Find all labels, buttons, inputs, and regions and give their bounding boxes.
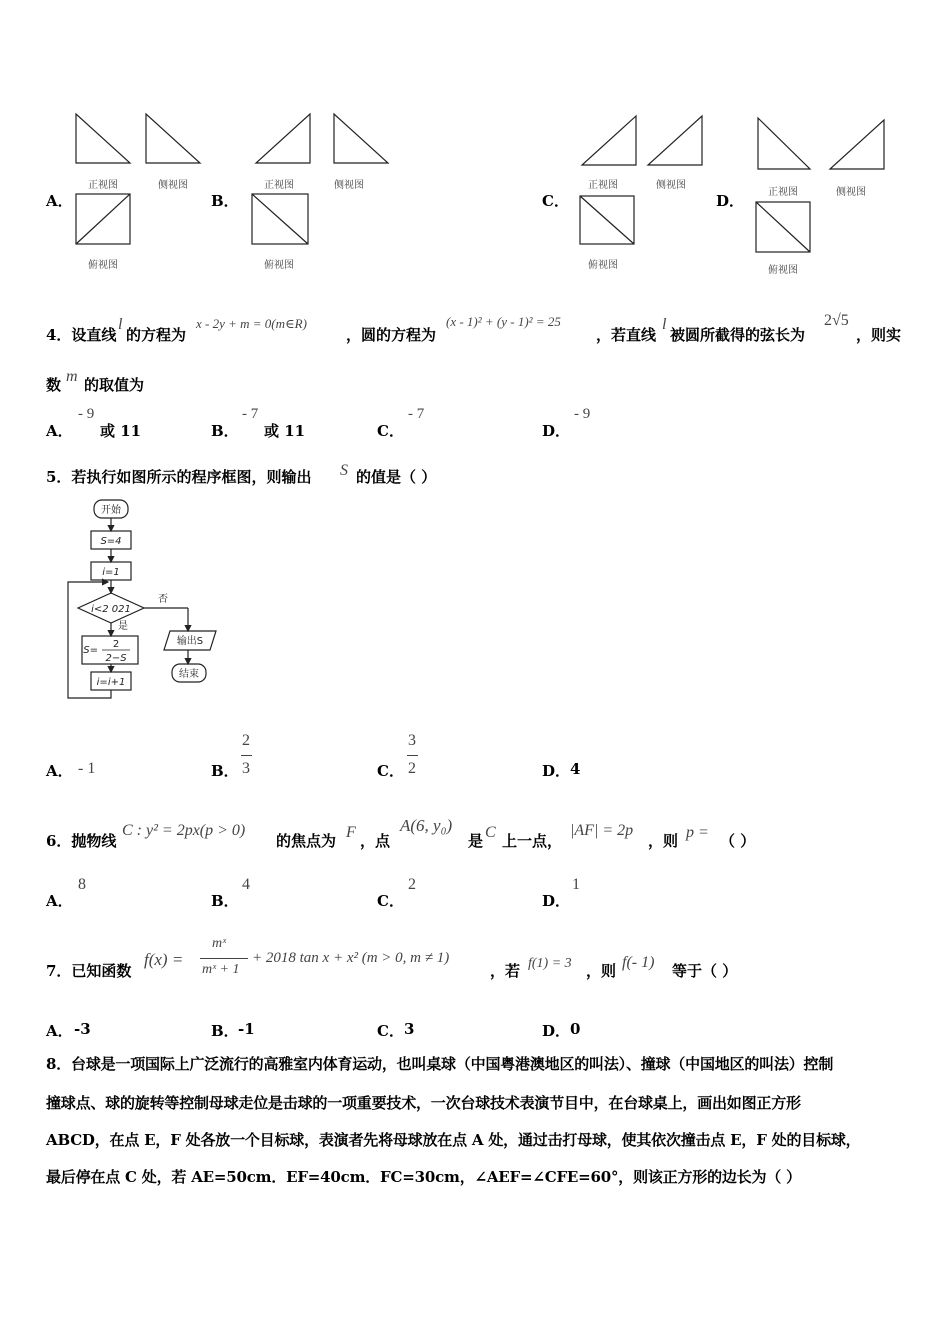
q7-option-a-value: -3 — [74, 1020, 91, 1038]
side-view-triangle — [334, 114, 388, 163]
start-text: 开始 — [101, 505, 121, 516]
side-view-triangle — [830, 120, 884, 169]
q4-chord-length: 2√5 — [824, 312, 849, 329]
q8-line-4: 最后停在点 C 处，若 AE=50cm．EF=40cm．FC=30cm，∠AEF=∠CFE=60°，则该正方形的边长为（ ） — [46, 1168, 801, 1186]
top-view-label: 俯视图 — [88, 260, 118, 271]
q4-text-num: 4．设直线 — [46, 326, 117, 344]
q7-text-d: 等于（ ） — [672, 962, 738, 980]
q8-line-2: 撞球点、球的旋转等控制母球走位是击球的一项重要技术，一次台球技术表演节目中，在台球桌上，画出如图正方形 — [46, 1094, 801, 1112]
q4-option-b-label[interactable]: B． — [211, 422, 239, 440]
q7-fraction-denominator: mˣ + 1 — [202, 962, 240, 977]
q5-option-a-label[interactable]: A． — [46, 762, 73, 780]
q6-option-c-label[interactable]: C． — [377, 892, 404, 910]
q5-flowchart — [60, 496, 230, 706]
q6-var-f: F — [346, 824, 356, 841]
q7-option-d-label[interactable]: D． — [542, 1022, 571, 1040]
q4-option-c-label[interactable]: C． — [377, 422, 404, 440]
q7-fraction-bar — [200, 958, 248, 959]
q6-text-b: 的焦点为 — [276, 832, 337, 850]
increment-text: i=i+1 — [96, 677, 126, 688]
q7-fraction-numerator: mˣ — [212, 936, 227, 951]
q7-text-c: ，则 — [586, 962, 617, 980]
side-view-triangle — [648, 116, 702, 165]
q6-text-g: （ ） — [720, 832, 756, 850]
q8-line-3: ABCD，在点 E，F 处各放一个目标球，表演者先将母球放在点 A 处，通过击打母球，使其依次撞击点 E，F 处的目标球， — [46, 1131, 861, 1149]
assign-s-den: 2−S — [105, 653, 127, 664]
q6-option-b-label[interactable]: B． — [211, 892, 239, 910]
q7-option-d-value: 0 — [570, 1020, 581, 1038]
side-view-label: 侧视图 — [158, 180, 188, 191]
q7-option-a-label[interactable]: A． — [46, 1022, 73, 1040]
front-view-triangle — [256, 114, 310, 163]
q4-text-5: ，则实 — [856, 326, 902, 344]
q7-fx: f(x) = — [144, 950, 184, 969]
q4-line2-a: 数 — [46, 376, 62, 394]
q7-f1: f(1) = 3 — [528, 956, 572, 971]
q3-option-a-label[interactable]: A． — [46, 192, 73, 210]
q6-option-a-value: 8 — [78, 876, 86, 893]
q6-option-d-value: 1 — [572, 876, 580, 893]
q4-text-1: 的方程为 — [126, 326, 187, 344]
q6-var-p: p = — [686, 824, 709, 841]
q4-var-m: m — [66, 368, 78, 385]
q5-var-s: S — [340, 462, 348, 479]
assign-s-num: 2 — [112, 639, 120, 650]
front-view-label: 正视图 — [88, 180, 118, 191]
q5-option-c-num: 3 — [408, 732, 416, 749]
q7-text-b: ，若 — [490, 962, 521, 980]
q4-var-l-2: l — [662, 316, 667, 333]
q7-f-minus-1: f(- 1) — [622, 954, 655, 971]
q6-text-d: 是 — [468, 832, 484, 850]
q4-option-a-label[interactable]: A． — [46, 422, 73, 440]
q5-option-a-value: - 1 — [78, 760, 96, 777]
q4-option-a-value: - 9 — [78, 406, 95, 422]
q7-text-a: 7．已知函数 — [46, 962, 132, 980]
q4-option-b-tail: 或 11 — [264, 422, 306, 440]
init-s-text: S=4 — [100, 536, 122, 547]
front-view-label: 正视图 — [768, 187, 798, 198]
q4-option-b-value: - 7 — [242, 406, 259, 422]
q3-option-b-label[interactable]: B． — [211, 192, 239, 210]
q5-option-d-value: 4 — [570, 760, 581, 778]
side-view-label: 侧视图 — [334, 180, 364, 191]
q5-option-b-num: 2 — [242, 732, 250, 749]
q6-text-e: 上一点， — [502, 832, 563, 850]
side-view-label: 侧视图 — [836, 187, 866, 198]
q5-option-c-den: 2 — [408, 760, 416, 777]
q5-stem-a: 5．若执行如图所示的程序框图，则输出 — [46, 468, 312, 486]
front-view-label: 正视图 — [264, 180, 294, 191]
q4-circle-equation: (x - 1)² + (y - 1)² = 25 — [446, 314, 561, 329]
q7-option-b-label[interactable]: B． — [211, 1022, 239, 1040]
end-text: 结束 — [179, 669, 199, 680]
q4-text-4: 被圆所截得的弦长为 — [670, 326, 806, 344]
q5-option-c-label[interactable]: C． — [377, 762, 404, 780]
q5-option-b-den: 3 — [242, 760, 250, 777]
q5-option-c-fraction-bar — [407, 755, 418, 756]
q5-stem-b: 的值是（ ） — [356, 468, 437, 486]
q6-option-d-label[interactable]: D． — [542, 892, 571, 910]
top-view-label: 俯视图 — [768, 265, 798, 276]
q6-text-c: ，点 — [360, 832, 391, 850]
front-view-triangle — [76, 114, 130, 163]
q4-line-equation: x - 2y + m = 0(m∈R) — [196, 316, 307, 331]
q6-text-a: 6．抛物线 — [46, 832, 117, 850]
front-view-triangle — [582, 116, 636, 165]
side-view-triangle — [146, 114, 200, 163]
q6-option-b-value: 4 — [242, 876, 250, 893]
q7-option-c-value: 3 — [404, 1020, 415, 1038]
q5-option-b-fraction-bar — [241, 755, 252, 756]
top-view-label: 俯视图 — [264, 260, 294, 271]
q5-option-d-label[interactable]: D． — [542, 762, 571, 780]
q4-var-l: l — [118, 316, 123, 333]
q4-option-d-value: - 9 — [574, 406, 591, 422]
q6-var-c: C — [485, 824, 496, 841]
q3-option-c-views — [576, 108, 716, 278]
q7-option-b-value: -1 — [238, 1020, 255, 1038]
side-view-label: 侧视图 — [656, 180, 686, 191]
q4-text-2: ，圆的方程为 — [346, 326, 437, 344]
q6-condition: |AF| = 2p — [570, 822, 634, 839]
q6-parabola-equation: C : y² = 2px(p > 0) — [122, 822, 246, 839]
q3-option-b-views — [250, 108, 400, 278]
q4-line2-b: 的取值为 — [84, 376, 145, 394]
q6-point-a: A(6, y₀) — [400, 816, 453, 835]
q8-line-1: 8．台球是一项国际上广泛流行的高雅室内体育运动，也叫桌球（中国粤港澳地区的叫法）、撞球（中国地区的叫法）控制 — [46, 1055, 834, 1073]
q4-option-a-tail: 或 11 — [100, 422, 142, 440]
front-view-label: 正视图 — [588, 180, 618, 191]
no-branch-label: 否 — [158, 594, 168, 605]
q7-option-c-label[interactable]: C． — [377, 1022, 404, 1040]
yes-branch-label: 是 — [118, 621, 128, 632]
condition-text: i<2 021 — [91, 604, 131, 615]
q6-option-c-value: 2 — [408, 876, 416, 893]
q3-option-d-label[interactable]: D． — [716, 192, 745, 210]
q4-option-c-value: - 7 — [408, 406, 425, 422]
q6-text-f: ，则 — [648, 832, 679, 850]
q5-option-b-label[interactable]: B． — [211, 762, 239, 780]
assign-s-lhs: S= — [83, 645, 98, 656]
init-i-text: i=1 — [102, 567, 120, 578]
q4-option-d-label[interactable]: D． — [542, 422, 571, 440]
q3-option-c-label[interactable]: C． — [542, 192, 569, 210]
output-text: 输出S — [176, 636, 204, 647]
q6-option-a-label[interactable]: A． — [46, 892, 73, 910]
top-view-label: 俯视图 — [588, 260, 618, 271]
q7-rest-expression: + 2018 tan x + x² (m > 0, m ≠ 1) — [252, 950, 450, 966]
q3-option-a-views — [70, 108, 210, 278]
front-view-triangle — [758, 118, 810, 169]
q4-text-3: ，若直线 — [596, 326, 657, 344]
